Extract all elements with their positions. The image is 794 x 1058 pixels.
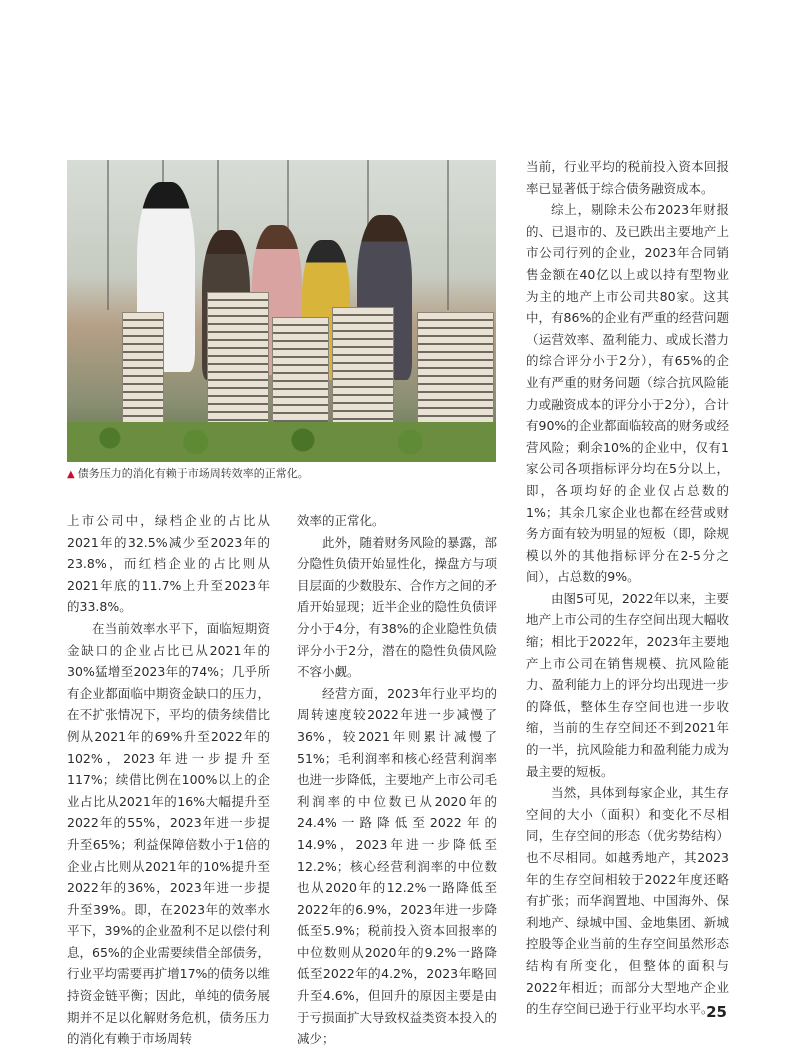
real-estate-sales-photo — [67, 160, 496, 462]
figure-caption — [67, 467, 497, 482]
paragraph: 在当前效率水平下，面临短期资金缺口的企业占比已从2021年的30%猛增至2023年的74%；几乎所有企业都面临中期资金缺口的压力，在不扩张情况下，平均的债务续借比例从2021年的69%升至2022年的102%，2023年进一步提升至117%；续借比例在100%以上的企业占比从2021年的16%大幅提升至2022年的55%，2023年进一步提升至65%；利益保障倍数小于1倍的企业占比则从2021年的10%提升至2022年的36%，2023年进一步提升至39%。即，在2023年的效率水平下，39%的企业盈利不足以偿付利息，65%的企业需要续借全部债务，行业平均需要再扩增17%的债务以维持资金链平衡；因此，单纯的债务展期并不足以化解财务危机，债务压力的消化有赖于市场周转 — [67, 620, 270, 1047]
paragraph: 经营方面，2023年行业平均的周转速度较2022年进一步减慢了36%，较2021年则累计减慢了51%；毛利润率和核心经营利润率也进一步降低，主要地产上市公司毛利润率的中位数已从2020年的24.4%一路降低至2022年的14.9%，2023年进一步降低至12.2%；核心经营利润率的中位数也从2020年的12.2%一路降低至2022年的6.9%，2023年进一步降低至5.9%；税前投入资本回报率的中位数则从2020年的9.2%一路降低至2022年的4.2%，2023年略回升至4.6%，但回升的原因主要是由于亏损面扩大导致权益类资本投入的减少； — [297, 685, 498, 1047]
text-column-3 — [526, 156, 729, 1020]
paragraph: 上市公司中，绿档企业的占比从2021年的32.5%减少至2023年的23.8%，而红档企业的占比则从2021年底的11.7%上升至2023年的33.8%。 — [67, 513, 270, 615]
text-column-1 — [67, 510, 270, 1050]
paragraph: 由图5可见，2022年以来，主要地产上市公司的生存空间出现大幅收缩；相比于2022年，2023年主要地产上市公司在销售规模、抗风险能力、盈利能力上的评分均出现进一步的降低，整体生存空间也进一步收缩，当前的生存空间还不到2021年的一半，抗风险能力和盈利能力成为最主要的短板。 — [526, 590, 729, 779]
text-column-2 — [297, 510, 497, 1050]
caption-triangle-icon: ▲ — [67, 469, 75, 480]
paragraph: 效率的正常化。 — [297, 513, 385, 528]
paragraph: 此外，随着财务风险的暴露，部分隐性负债开始显性化，操盘方与项目层面的少数股东、合作方之间的矛盾开始显现；近半企业的隐性负债评分小于4分，有38%的企业隐性负债评分小于2分，潜在的隐性负债风险不容小觑。 — [297, 534, 498, 680]
paragraph: 当前，行业平均的税前投入资本回报率已显著低于综合债务融资成本。 — [526, 159, 729, 196]
paragraph: 综上，剔除未公布2023年财报的、已退市的、及已跌出主要地产上市公司行列的企业，2023年合同销售金额在40亿以上或以持有型物业为主的地产上市公司共80家。这其中，有86%的企业有严重的经营问题（运营效率、盈利能力、或成长潜力的综合评分小于2分），有65%的企业有严重的财务问题（综合抗风险能力或融资成本的评分小于2分），合计有90%的企业都面临较高的财务或经营风险；剩余10%的企业中，仅有1家公司各项指标评分均在5分以上，即，各项均好的企业仅占总数的1%；其余几家企业也都在经营或财务方面有较为明显的短板（即，除规模以外的其他指标评分在2-5分之间），占总数的9%。 — [526, 202, 729, 585]
caption-text: 债务压力的消化有赖于市场周转效率的正常化。 — [77, 467, 309, 480]
page-number: 25 — [706, 1003, 727, 1021]
paragraph: 当然，具体到每家企业，其生存空间的大小（面积）和变化不尽相同，生存空间的形态（优劣势结构）也不尽相同。如越秀地产，其2023年的生存空间相较于2022年度还略有扩张；而华润置地、中国海外、保利地产、绿城中国、金地集团、新城控股等企业当前的生存空间虽然形态结构有所变化，但整体的面积与2022年相近；而部分大型地产企业的生存空间已逊于行业平均水平。 — [526, 785, 729, 1017]
